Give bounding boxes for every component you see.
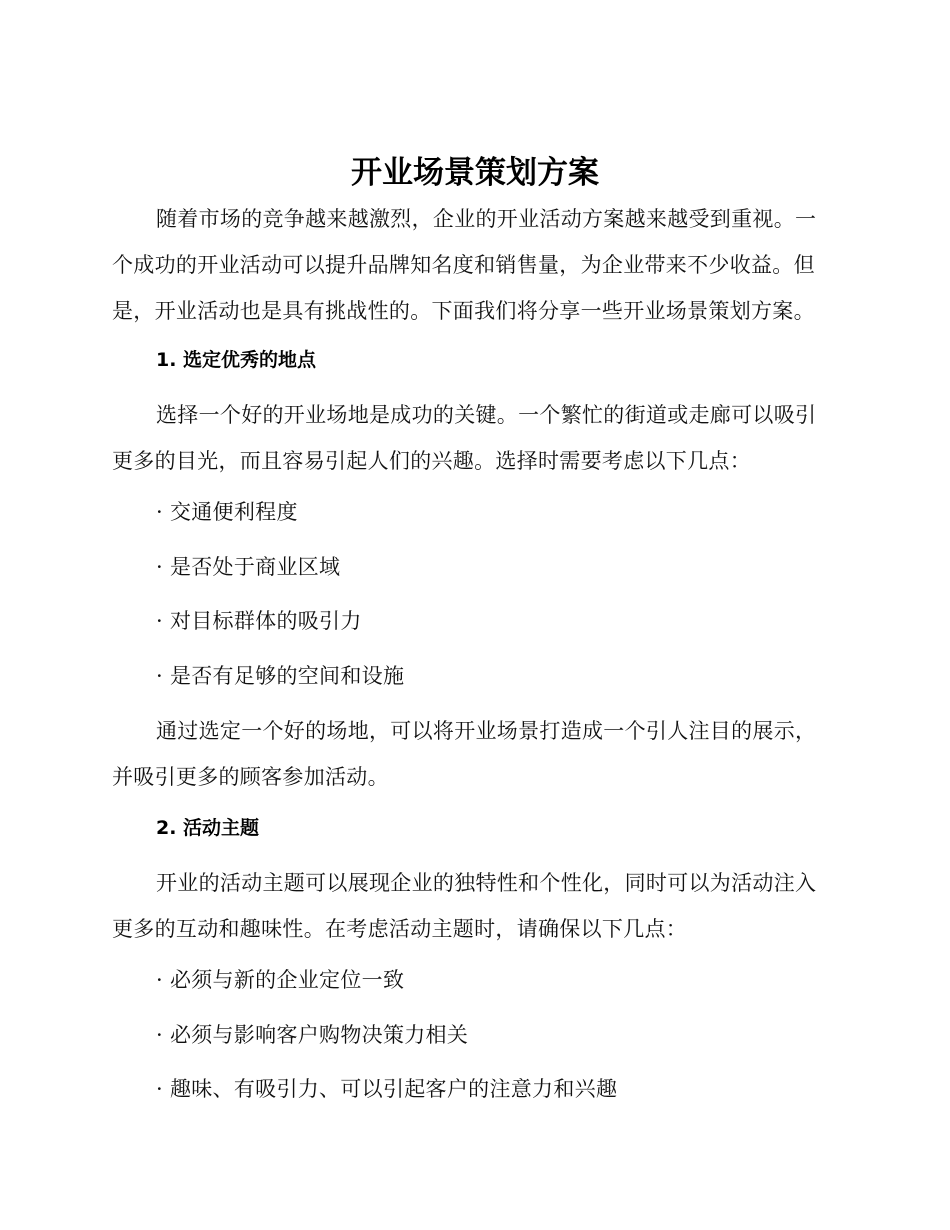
- section-1-bullet-3: · 对目标群体的吸引力: [156, 609, 362, 633]
- section-1-heading: 1. 选定优秀的地点: [156, 349, 317, 371]
- section-1-bullet-4: · 是否有足够的空间和设施: [156, 664, 405, 688]
- section-2-paragraph: 开业的活动主题可以展现企业的独特性和个性化，同时可以为活动注入更多的互动和趣味性。在考虑活动主题时，请确保以下几点：: [112, 871, 817, 941]
- section-2-bullet-1: · 必须与新的企业定位一致: [156, 968, 405, 992]
- document-title: 开业场景策划方案: [351, 155, 599, 191]
- intro-paragraph: 随着市场的竞争越来越激烈，企业的开业活动方案越来越受到重视。一个成功的开业活动可以提升品牌知名度和销售量，为企业带来不少收益。但是，开业活动也是具有挑战性的。下面我们将分享一些开业场景策划方案。: [112, 207, 817, 323]
- section-2-bullet-2: · 必须与影响客户购物决策力相关: [156, 1023, 469, 1047]
- section-2-bullet-3: · 趣味、有吸引力、可以引起客户的注意力和兴趣: [156, 1077, 618, 1101]
- section-1-bullet-2: · 是否处于商业区域: [156, 555, 341, 579]
- section-1-closing: 通过选定一个好的场地，可以将开业场景打造成一个引人注目的展示，并吸引更多的顾客参加活动。: [112, 719, 817, 789]
- section-1-bullet-1: · 交通便利程度: [156, 500, 298, 524]
- section-1-paragraph: 选择一个好的开业场地是成功的关键。一个繁忙的街道或走廊可以吸引更多的目光，而且容易引起人们的兴趣。选择时需要考虑以下几点：: [112, 403, 817, 473]
- section-2-heading: 2. 活动主题: [156, 817, 260, 839]
